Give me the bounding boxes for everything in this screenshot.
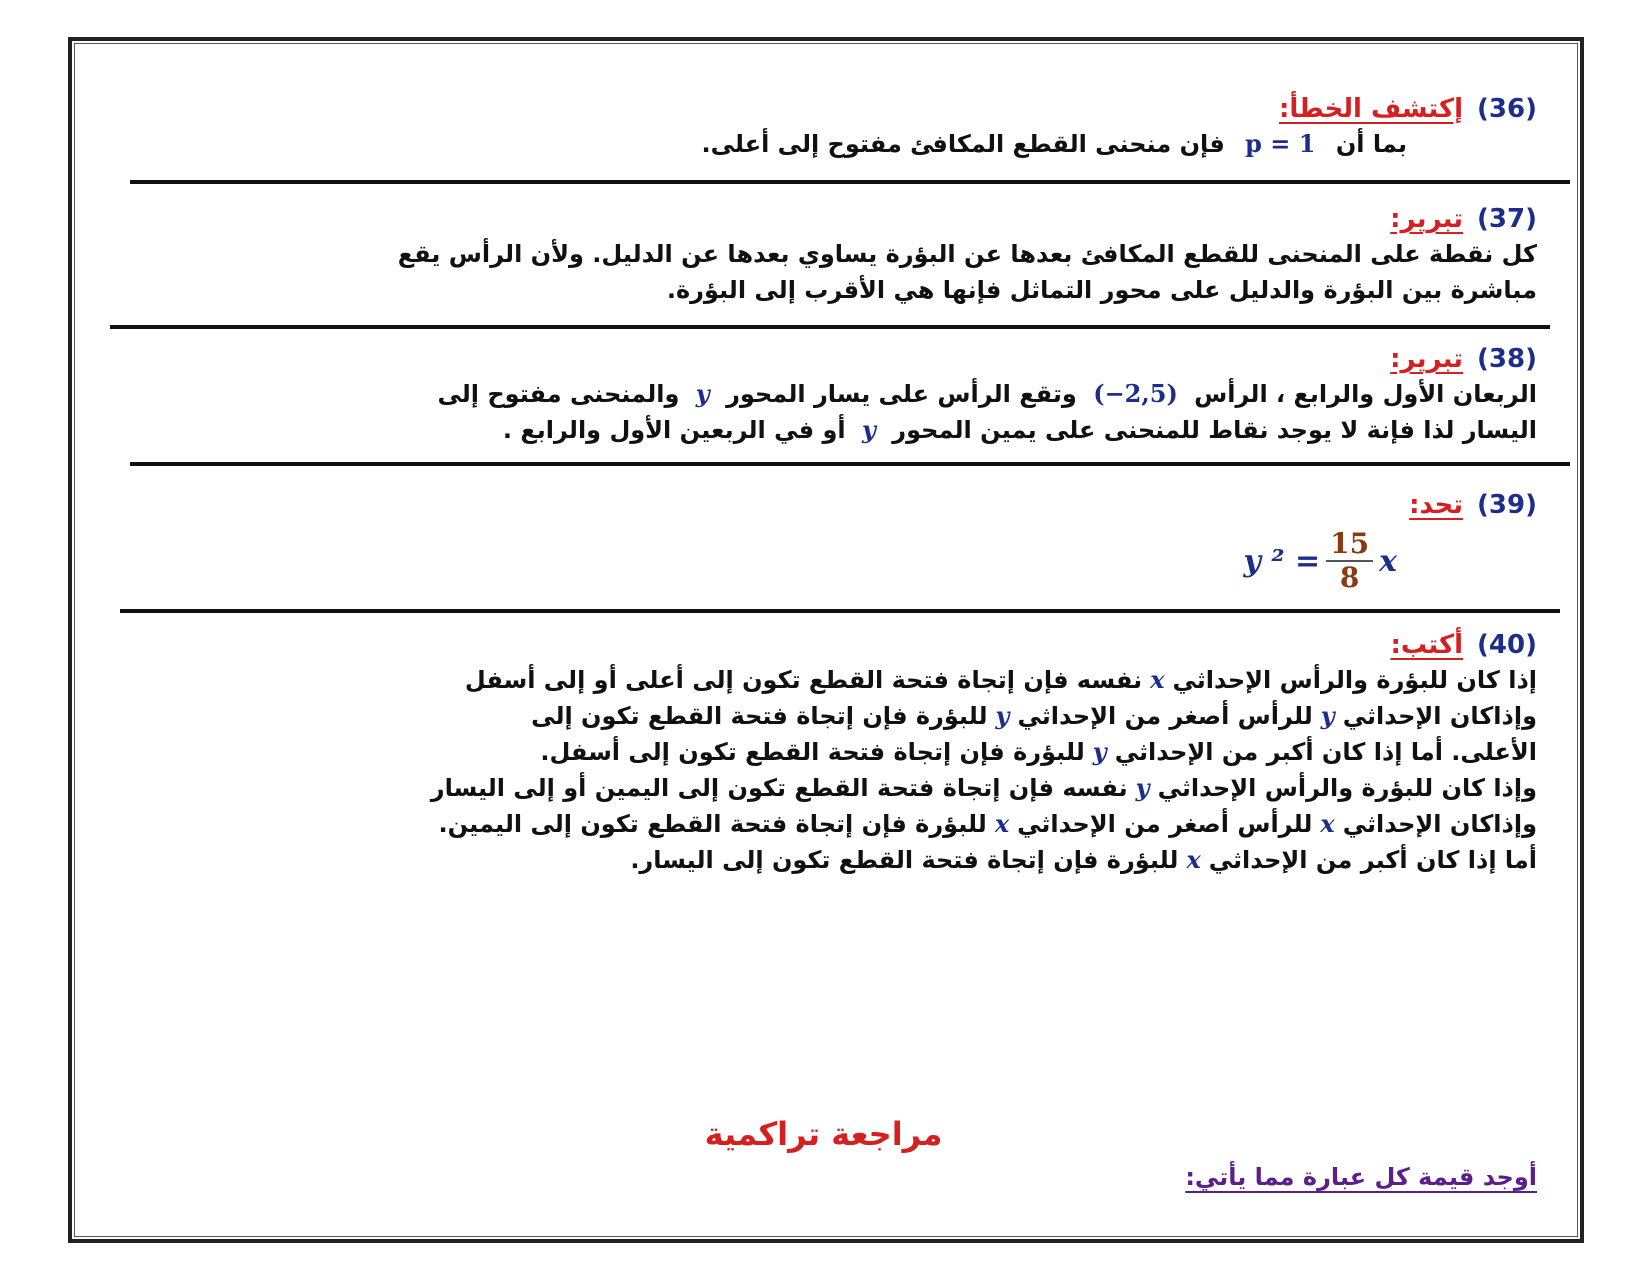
q40-line-1-b: نفسه فإن إتجاة فتحة القطع تكون إلى أعلى أو إلى أسفل: [464, 666, 1143, 694]
q40-line-2-var: y: [1320, 701, 1335, 730]
q37-number: (37): [1477, 204, 1537, 234]
question-36: [702, 92, 1538, 162]
q38-line-2-b: أو في الربعين الأول والرابع .: [502, 416, 846, 444]
q36-title: إكتشف الخطأ:: [1279, 94, 1464, 124]
q40-line-3-b: للبؤرة فإن إتجاة فتحة القطع تكون إلى أسفل.: [540, 738, 1085, 766]
q40-line-4: [431, 770, 1537, 806]
q39-heading: [1409, 488, 1537, 522]
q36-heading: [702, 92, 1538, 126]
q39-number: (39): [1477, 490, 1537, 520]
q40-line-6: [431, 842, 1537, 878]
q40-line-6-b: للبؤرة فإن إتجاة فتحة القطع تكون إلى اليسار.: [630, 846, 1179, 874]
divider-3: [130, 462, 1570, 466]
q40-line-5: [431, 806, 1537, 842]
question-37: [398, 202, 1537, 308]
q38-var-2: y: [861, 415, 876, 444]
q37-line-2: مباشرة بين البؤرة والدليل على محور التماثل فإنها هي الأقرب إلى البؤرة.: [666, 276, 1537, 304]
q36-equation: p = 1: [1245, 129, 1316, 158]
q40-line-4-var: y: [1135, 773, 1150, 802]
q40-line-5-b: للرأس أصغر من الإحداثي: [1017, 810, 1313, 838]
q38-line-1-b: وتقع الرأس على يسار المحور: [726, 380, 1077, 408]
q38-line-2-a: اليسار لذا فإنة لا يوجد نقاط للمنحنى على يمين المحور: [892, 416, 1537, 444]
q39-rhs: x: [1379, 543, 1397, 579]
divider-2: [110, 325, 1550, 329]
q40-line-4-b: نفسه فإن إتجاة فتحة القطع تكون إلى اليمين أو إلى اليسار: [430, 774, 1128, 802]
q37-heading: [398, 202, 1537, 236]
q36-text: [702, 126, 1408, 162]
q40-heading: [431, 628, 1537, 662]
q37-line-1: كل نقطة على المنحنى للقطع المكافئ بعدها عن البؤرة يساوي بعدها عن الدليل. ولأن الرأس يقع: [397, 240, 1537, 268]
q40-number: (40): [1477, 630, 1537, 660]
q39-denominator: 8: [1339, 561, 1360, 594]
q40-line-5-c: للبؤرة فإن إتجاة فتحة القطع تكون إلى اليمين.: [438, 810, 987, 838]
q38-line-1: [438, 376, 1538, 412]
q40-line-3-a: الأعلى. أما إذا كان أكبر من الإحداثي: [1114, 738, 1537, 766]
q40-title: أكتب:: [1390, 630, 1464, 660]
q39-title: تحد:: [1409, 490, 1464, 520]
q40-line-2-b: للرأس أصغر من الإحداثي: [1017, 702, 1313, 730]
q40-line-1-var: x: [1150, 665, 1165, 694]
q39-fraction: [1326, 528, 1373, 594]
q40-line-2-var-2: y: [995, 701, 1010, 730]
q38-var-1: y: [695, 379, 710, 408]
q36-text-post: فإن منحنى القطع المكافئ مفتوح إلى أعلى.: [701, 130, 1225, 158]
q40-line-1: [431, 662, 1537, 698]
q39-lhs: y ² =: [1243, 543, 1321, 579]
q40-line-3: [431, 734, 1537, 770]
q39-numerator: 15: [1326, 528, 1373, 562]
q36-text-pre: بما أن: [1335, 130, 1407, 158]
divider-4: [120, 609, 1560, 613]
find-value-instruction: أوجد قيمة كل عبارة مما يأتي:: [1185, 1163, 1537, 1191]
q38-heading: [438, 342, 1538, 376]
divider-1: [130, 180, 1570, 184]
q40-line-5-var: x: [1320, 809, 1335, 838]
q36-number: (36): [1477, 94, 1537, 124]
q39-equation: [1244, 528, 1397, 594]
q40-line-6-var: x: [1186, 845, 1201, 874]
q40-line-2-c: للبؤرة فإن إتجاة فتحة القطع تكون إلى: [531, 702, 988, 730]
cumulative-review-title: مراجعة تراكمية: [704, 1115, 943, 1153]
question-40: [431, 628, 1537, 878]
q40-line-6-a: أما إذا كان أكبر من الإحداثي: [1208, 846, 1537, 874]
q38-line-1-c: والمنحنى مفتوح إلى: [437, 380, 680, 408]
q38-title: تبرير:: [1390, 344, 1464, 374]
q38-vertex: (−2,5): [1093, 379, 1178, 408]
q40-line-2-a: وإذاكان الإحداثي: [1342, 702, 1537, 730]
q37-title: تبرير:: [1390, 204, 1464, 234]
q40-line-5-var-2: x: [994, 809, 1010, 838]
q38-number: (38): [1477, 344, 1537, 374]
q38-line-1-a: الربعان الأول والرابع ، الرأس: [1194, 380, 1537, 408]
q40-line-2: [431, 698, 1537, 734]
q40-line-4-a: وإذا كان للبؤرة والرأس الإحداثي: [1157, 774, 1537, 802]
q38-line-2: [438, 412, 1538, 448]
question-39: [1409, 488, 1537, 522]
q40-line-3-var: y: [1092, 737, 1107, 766]
q40-line-5-a: وإذاكان الإحداثي: [1342, 810, 1537, 838]
q40-line-1-a: إذا كان للبؤرة والرأس الإحداثي: [1172, 666, 1537, 694]
question-38: [438, 342, 1538, 448]
